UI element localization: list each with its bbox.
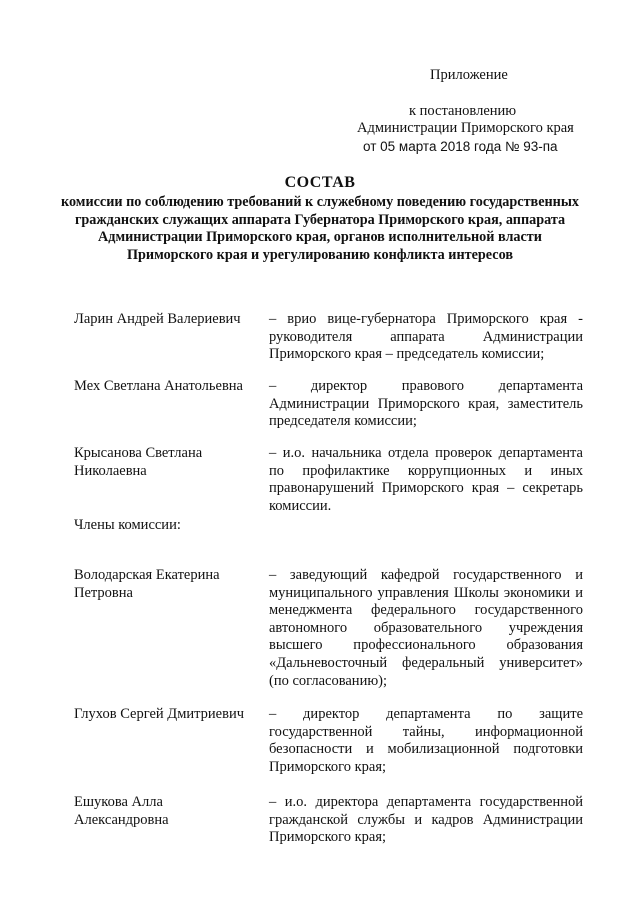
document-heading bbox=[60, 172, 580, 264]
person-name: Володарская Екатерина Петровна bbox=[74, 567, 220, 601]
members-label: Члены комиссии: bbox=[74, 517, 181, 533]
person-role: – врио вице-губернатора Приморского края - руководителя аппарата Администрации Приморского края – председатель комиссии; bbox=[269, 311, 583, 363]
person-name: Крысанова Светлана Николаевна bbox=[74, 445, 203, 479]
heading-main: СОСТАВ bbox=[284, 174, 356, 191]
appendix-line-2: Администрации Приморского края bbox=[357, 120, 574, 136]
person-name: Ешукова Алла Александровна bbox=[74, 794, 169, 828]
person-role: – и.о. начальника отдела проверок департамента по профилактике коррупционных и иных правонарушений Приморского края – секретарь комиссии. bbox=[269, 445, 583, 514]
person-role: – заведующий кафедрой государственного и муниципального управления Школы экономики и менеджмента федерального государственного автономного образовательного учреждения высшего профессионального образования «Дальневосточный федеральный университет» (по согласованию); bbox=[269, 567, 583, 689]
appendix-line-1: к постановлению bbox=[409, 103, 517, 119]
person-role: – директор правового департамента Администрации Приморского края, заместитель председателя комиссии; bbox=[269, 378, 583, 430]
person-role: – директор департамента по защите государственной тайны, информационной безопасности и мобилизационной подготовки Приморского края; bbox=[269, 706, 583, 775]
heading-subtitle: комиссии по соблюдению требований к служебному поведению государственных гражданских служащих аппарата Губернатора Приморского края, аппарата Администрации Приморского края, органов исполнительной власти Приморского края и урегулированию конфликта интересов bbox=[60, 194, 580, 263]
appendix-line-3: от 05 марта 2018 года № 93-па bbox=[363, 139, 558, 154]
appendix-title: Приложение bbox=[430, 67, 508, 83]
person-role: – и.о. директора департамента государственной гражданской службы и кадров Администрации Приморского края; bbox=[269, 794, 583, 846]
person-name: Мех Светлана Анатольевна bbox=[74, 378, 243, 394]
person-name: Глухов Сергей Дмитриевич bbox=[74, 706, 244, 722]
person-name: Ларин Андрей Валериевич bbox=[74, 311, 241, 327]
